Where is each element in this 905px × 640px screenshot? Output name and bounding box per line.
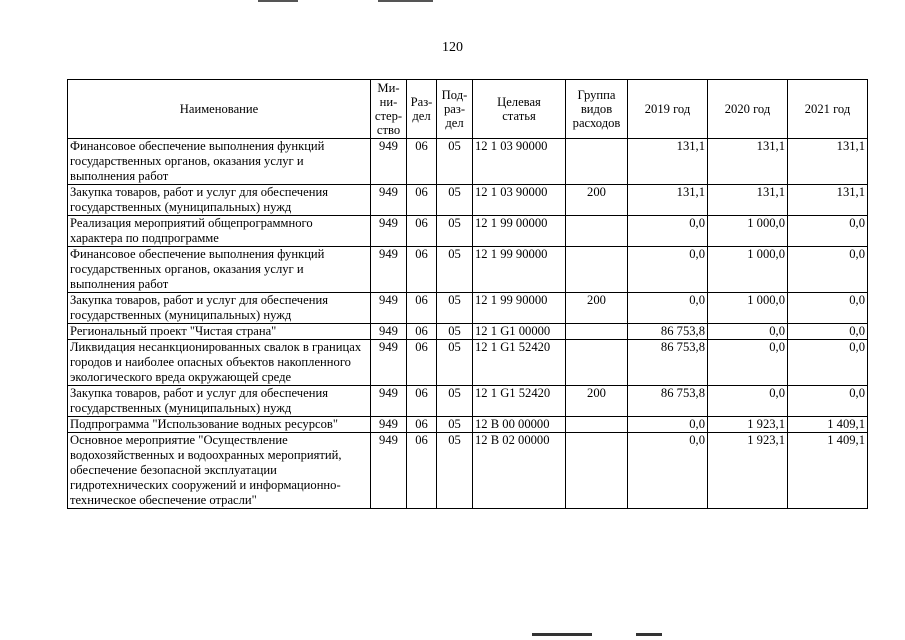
scan-artifact — [532, 633, 592, 636]
cell-y2020: 131,1 — [708, 139, 788, 185]
header-target: Целевая статья — [473, 80, 566, 139]
cell-target: 12 В 00 00000 — [473, 417, 566, 433]
cell-group — [566, 433, 628, 509]
cell-name: Основное мероприятие "Осуществление водохозяйственных и водоохранных мероприятий, обеспечение безопасной эксплуатации гидротехнических сооружений и информационно-техническое обеспечение отрасли" — [68, 433, 371, 509]
cell-y2021: 0,0 — [788, 247, 868, 293]
cell-y2020: 1 923,1 — [708, 417, 788, 433]
page-number: 120 — [442, 40, 463, 55]
cell-name: Ликвидация несанкционированных свалок в границах городов и наиболее опасных объектов накопленного экологического вреда окружающей среде — [68, 340, 371, 386]
cell-target: 12 1 03 90000 — [473, 185, 566, 216]
cell-name: Реализация мероприятий общепрограммного характера по подпрограмме — [68, 216, 371, 247]
cell-section: 06 — [407, 139, 437, 185]
cell-y2021: 0,0 — [788, 293, 868, 324]
cell-name: Закупка товаров, работ и услуг для обеспечения государственных (муниципальных) нужд — [68, 293, 371, 324]
cell-subsection: 05 — [437, 417, 473, 433]
cell-y2020: 1 923,1 — [708, 433, 788, 509]
header-ministry: Ми- ни- стер- ство — [371, 80, 407, 139]
scan-artifact — [258, 0, 298, 2]
cell-y2021: 0,0 — [788, 340, 868, 386]
cell-y2020: 1 000,0 — [708, 293, 788, 324]
cell-section: 06 — [407, 433, 437, 509]
cell-subsection: 05 — [437, 216, 473, 247]
header-2020: 2020 год — [708, 80, 788, 139]
cell-section: 06 — [407, 340, 437, 386]
cell-subsection: 05 — [437, 324, 473, 340]
cell-name: Подпрограмма "Использование водных ресурсов" — [68, 417, 371, 433]
cell-y2019: 0,0 — [628, 293, 708, 324]
table-header-row — [68, 80, 868, 139]
header-name: Наименование — [68, 80, 371, 139]
cell-y2020: 0,0 — [708, 340, 788, 386]
cell-ministry: 949 — [371, 247, 407, 293]
cell-y2021: 1 409,1 — [788, 433, 868, 509]
cell-name: Финансовое обеспечение выполнения функций государственных органов, оказания услуг и выполнения работ — [68, 139, 371, 185]
scan-artifact — [378, 0, 433, 2]
cell-y2019: 86 753,8 — [628, 340, 708, 386]
table-row — [68, 293, 868, 324]
cell-target: 12 1 99 90000 — [473, 247, 566, 293]
cell-target: 12 1 99 00000 — [473, 216, 566, 247]
cell-subsection: 05 — [437, 139, 473, 185]
cell-ministry: 949 — [371, 293, 407, 324]
cell-group: 200 — [566, 293, 628, 324]
cell-group — [566, 216, 628, 247]
cell-target: 12 1 G1 52420 — [473, 340, 566, 386]
cell-ministry: 949 — [371, 185, 407, 216]
table-row — [68, 324, 868, 340]
table-row — [68, 417, 868, 433]
cell-subsection: 05 — [437, 247, 473, 293]
cell-y2020: 0,0 — [708, 386, 788, 417]
cell-target: 12 1 G1 52420 — [473, 386, 566, 417]
cell-y2020: 1 000,0 — [708, 247, 788, 293]
cell-y2019: 0,0 — [628, 433, 708, 509]
cell-group: 200 — [566, 386, 628, 417]
cell-ministry: 949 — [371, 324, 407, 340]
cell-y2021: 0,0 — [788, 386, 868, 417]
header-2021: 2021 год — [788, 80, 868, 139]
cell-target: 12 1 03 90000 — [473, 139, 566, 185]
cell-y2019: 131,1 — [628, 185, 708, 216]
cell-y2019: 86 753,8 — [628, 324, 708, 340]
table-row — [68, 386, 868, 417]
table-row — [68, 247, 868, 293]
cell-target: 12 В 02 00000 — [473, 433, 566, 509]
cell-section: 06 — [407, 216, 437, 247]
cell-subsection: 05 — [437, 340, 473, 386]
cell-group — [566, 417, 628, 433]
cell-y2021: 131,1 — [788, 139, 868, 185]
header-2019: 2019 год — [628, 80, 708, 139]
cell-y2019: 0,0 — [628, 216, 708, 247]
cell-y2019: 0,0 — [628, 417, 708, 433]
cell-ministry: 949 — [371, 216, 407, 247]
table-row — [68, 340, 868, 386]
cell-name: Региональный проект "Чистая страна" — [68, 324, 371, 340]
cell-ministry: 949 — [371, 417, 407, 433]
cell-section: 06 — [407, 185, 437, 216]
cell-group — [566, 139, 628, 185]
cell-subsection: 05 — [437, 293, 473, 324]
cell-group — [566, 324, 628, 340]
cell-y2020: 0,0 — [708, 324, 788, 340]
cell-name: Закупка товаров, работ и услуг для обеспечения государственных (муниципальных) нужд — [68, 185, 371, 216]
table-body — [68, 139, 868, 509]
cell-y2020: 131,1 — [708, 185, 788, 216]
table-row — [68, 139, 868, 185]
cell-y2021: 0,0 — [788, 324, 868, 340]
scan-artifact — [636, 633, 662, 636]
cell-section: 06 — [407, 293, 437, 324]
cell-group — [566, 340, 628, 386]
cell-ministry: 949 — [371, 433, 407, 509]
cell-ministry: 949 — [371, 340, 407, 386]
table-row — [68, 185, 868, 216]
cell-subsection: 05 — [437, 185, 473, 216]
cell-section: 06 — [407, 386, 437, 417]
cell-y2019: 86 753,8 — [628, 386, 708, 417]
cell-name: Финансовое обеспечение выполнения функций государственных органов, оказания услуг и выполнения работ — [68, 247, 371, 293]
table-row — [68, 433, 868, 509]
cell-name: Закупка товаров, работ и услуг для обеспечения государственных (муниципальных) нужд — [68, 386, 371, 417]
cell-y2021: 131,1 — [788, 185, 868, 216]
header-subsection: Под- раз- дел — [437, 80, 473, 139]
cell-y2021: 0,0 — [788, 216, 868, 247]
cell-y2019: 131,1 — [628, 139, 708, 185]
cell-y2020: 1 000,0 — [708, 216, 788, 247]
cell-target: 12 1 99 90000 — [473, 293, 566, 324]
cell-subsection: 05 — [437, 386, 473, 417]
cell-group: 200 — [566, 185, 628, 216]
cell-section: 06 — [407, 417, 437, 433]
budget-table — [67, 79, 868, 509]
cell-target: 12 1 G1 00000 — [473, 324, 566, 340]
cell-ministry: 949 — [371, 386, 407, 417]
cell-section: 06 — [407, 247, 437, 293]
header-section: Раз- дел — [407, 80, 437, 139]
cell-ministry: 949 — [371, 139, 407, 185]
cell-group — [566, 247, 628, 293]
cell-subsection: 05 — [437, 433, 473, 509]
header-group: Группа видов расходов — [566, 80, 628, 139]
table-row — [68, 216, 868, 247]
cell-y2019: 0,0 — [628, 247, 708, 293]
cell-y2021: 1 409,1 — [788, 417, 868, 433]
cell-section: 06 — [407, 324, 437, 340]
